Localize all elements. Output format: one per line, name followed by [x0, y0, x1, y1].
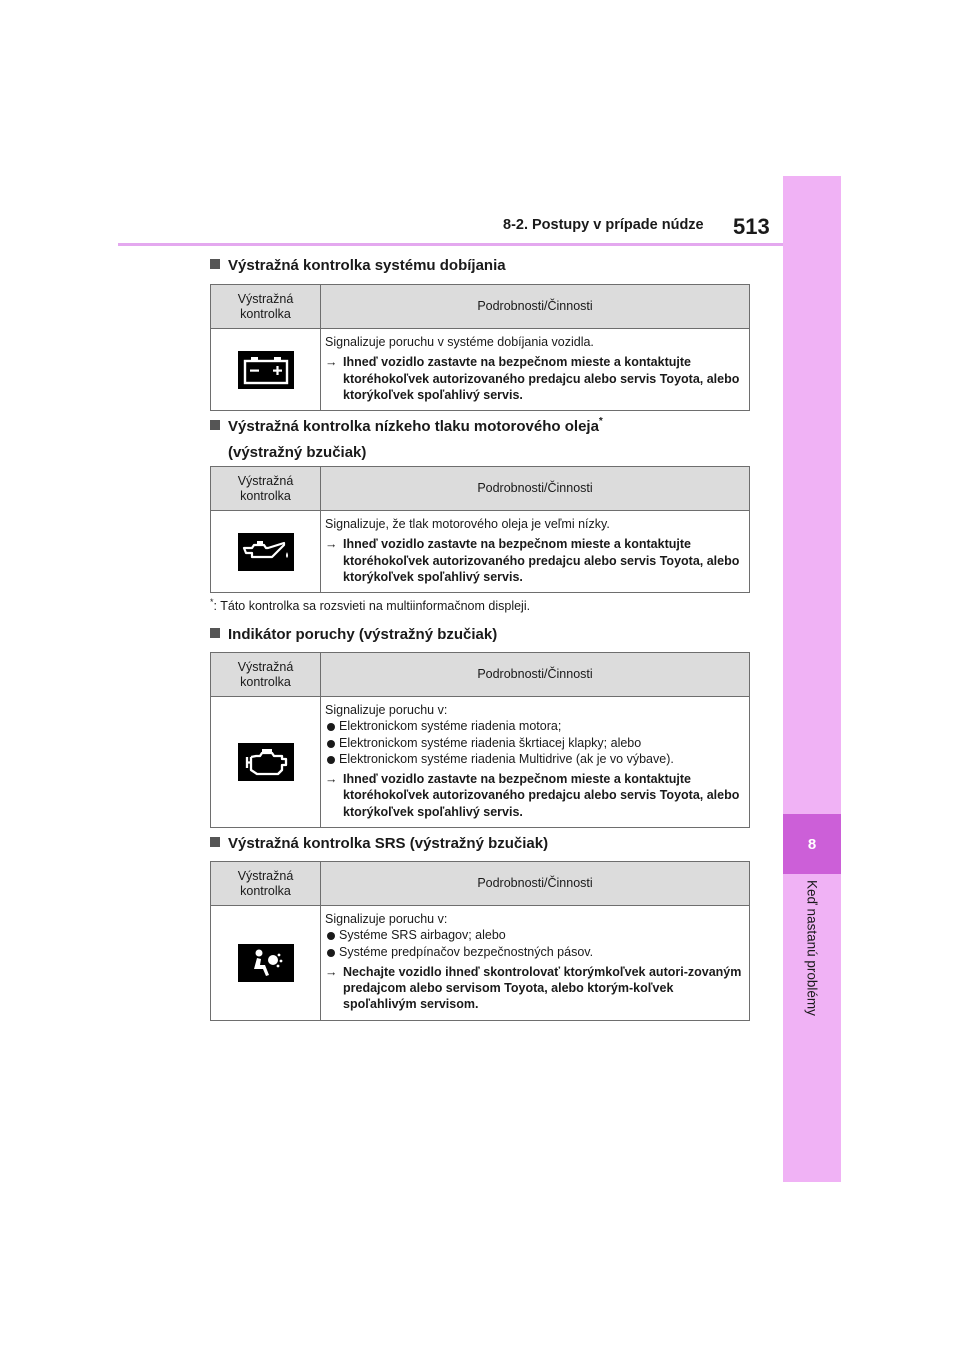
chapter-label: Keď nastanú problémy [804, 880, 820, 1016]
section-heading-malfunction [210, 624, 497, 646]
column-header-details: Podrobnosti/Činnosti [321, 653, 750, 697]
list-item: Elektronickom systéme riadenia motora; [325, 718, 743, 734]
heading-text: Výstražná kontrolka SRS (výstražný bzučiak) [228, 835, 549, 852]
details-cell [321, 511, 750, 593]
heading-text: Výstražná kontrolka systému dobíjania [228, 257, 506, 274]
arrow-icon: → [325, 772, 338, 786]
page-number: 513 [733, 214, 770, 239]
square-bullet-icon [210, 420, 220, 430]
warning-table-oil-pressure [210, 466, 750, 593]
details-cell [321, 697, 750, 828]
list-item: Elektronickom systéme riadenia škrtiacej klapky; alebo [325, 735, 743, 751]
details-cell [321, 906, 750, 1021]
heading-text: Výstražná kontrolka nízkeho tlaku motorového oleja [228, 418, 599, 435]
arrow-icon: → [325, 964, 338, 979]
column-header-light: Výstražná kontrolka [211, 653, 321, 697]
column-header-light: Výstražná kontrolka [211, 467, 321, 511]
action-text: → Ihneď vozidlo zastavte na bezpečnom mieste a kontaktujte ktoréhokoľvek autorizovaného predajcu alebo servis Toyota, alebo ktorýkoľvek spoľahlivý servis. [325, 537, 740, 584]
section-heading-srs [210, 833, 548, 855]
square-bullet-icon [210, 837, 220, 847]
header-divider [118, 243, 783, 246]
footnote: *: Táto kontrolka sa rozsvieti na multiinformačnom displeji. [210, 597, 531, 613]
section-heading-oil-pressure [210, 415, 603, 464]
square-bullet-icon [210, 628, 220, 638]
footnote-mark: * [210, 597, 214, 607]
battery-icon [238, 351, 294, 389]
warning-table-malfunction [210, 652, 750, 828]
column-header-light: Výstražná kontrolka [211, 862, 321, 906]
check-engine-icon [238, 743, 294, 781]
description-text: Signalizuje, že tlak motorového oleja je veľmi nízky. [325, 517, 610, 531]
column-header-details: Podrobnosti/Činnosti [321, 285, 750, 329]
chapter-side-tab [783, 176, 841, 1182]
column-header-light: Výstražná kontrolka [211, 285, 321, 329]
description-text: Signalizuje poruchu v: [325, 703, 448, 717]
square-bullet-icon [210, 259, 220, 269]
heading-text: Indikátor poruchy (výstražný bzučiak) [228, 626, 498, 643]
arrow-icon: → [325, 355, 338, 370]
chapter-number-box: 8 [783, 814, 841, 874]
list-item: Elektronickom systéme riadenia Multidrive (ak je vo výbave). [325, 751, 743, 767]
list-item: Systéme SRS airbagov; alebo [325, 927, 743, 943]
column-header-details: Podrobnosti/Činnosti [321, 862, 750, 906]
heading-subtext: (výstražný bzučiak) [228, 443, 367, 461]
oil-can-icon [238, 533, 294, 571]
warning-table-charging [210, 284, 750, 411]
column-header-details: Podrobnosti/Činnosti [321, 467, 750, 511]
description-text: Signalizuje poruchu v: [325, 912, 448, 926]
warning-table-srs [210, 861, 750, 1021]
footnote-mark: * [598, 416, 603, 427]
section-heading-charging [210, 255, 506, 277]
action-text: → Nechajte vozidlo ihneď skontrolovať ktorýmkoľvek autori-zovaným predajcom alebo servisom Toyota, alebo ktorým-koľvek spoľahlivým servisom. [325, 964, 742, 1012]
section-title: 8-2. Postupy v prípade núdze [503, 217, 704, 233]
action-text: → Ihneď vozidlo zastavte na bezpečnom mieste a kontaktujte ktoréhokoľvek autorizovaného predajcu alebo servis Toyota, alebo ktorýkoľvek spoľahlivý servis. [325, 772, 740, 819]
description-text: Signalizuje poruchu v systéme dobíjania vozidla. [325, 335, 594, 349]
details-cell [321, 329, 750, 411]
arrow-icon: → [325, 537, 338, 552]
srs-airbag-icon [238, 944, 294, 982]
list-item: Systéme predpínačov bezpečnostných pásov. [325, 944, 743, 960]
action-text: → Ihneď vozidlo zastavte na bezpečnom mieste a kontaktujte ktoréhokoľvek autorizovaného predajcu alebo servis Toyota, alebo ktorýkoľvek spoľahlivý servis. [325, 355, 740, 402]
